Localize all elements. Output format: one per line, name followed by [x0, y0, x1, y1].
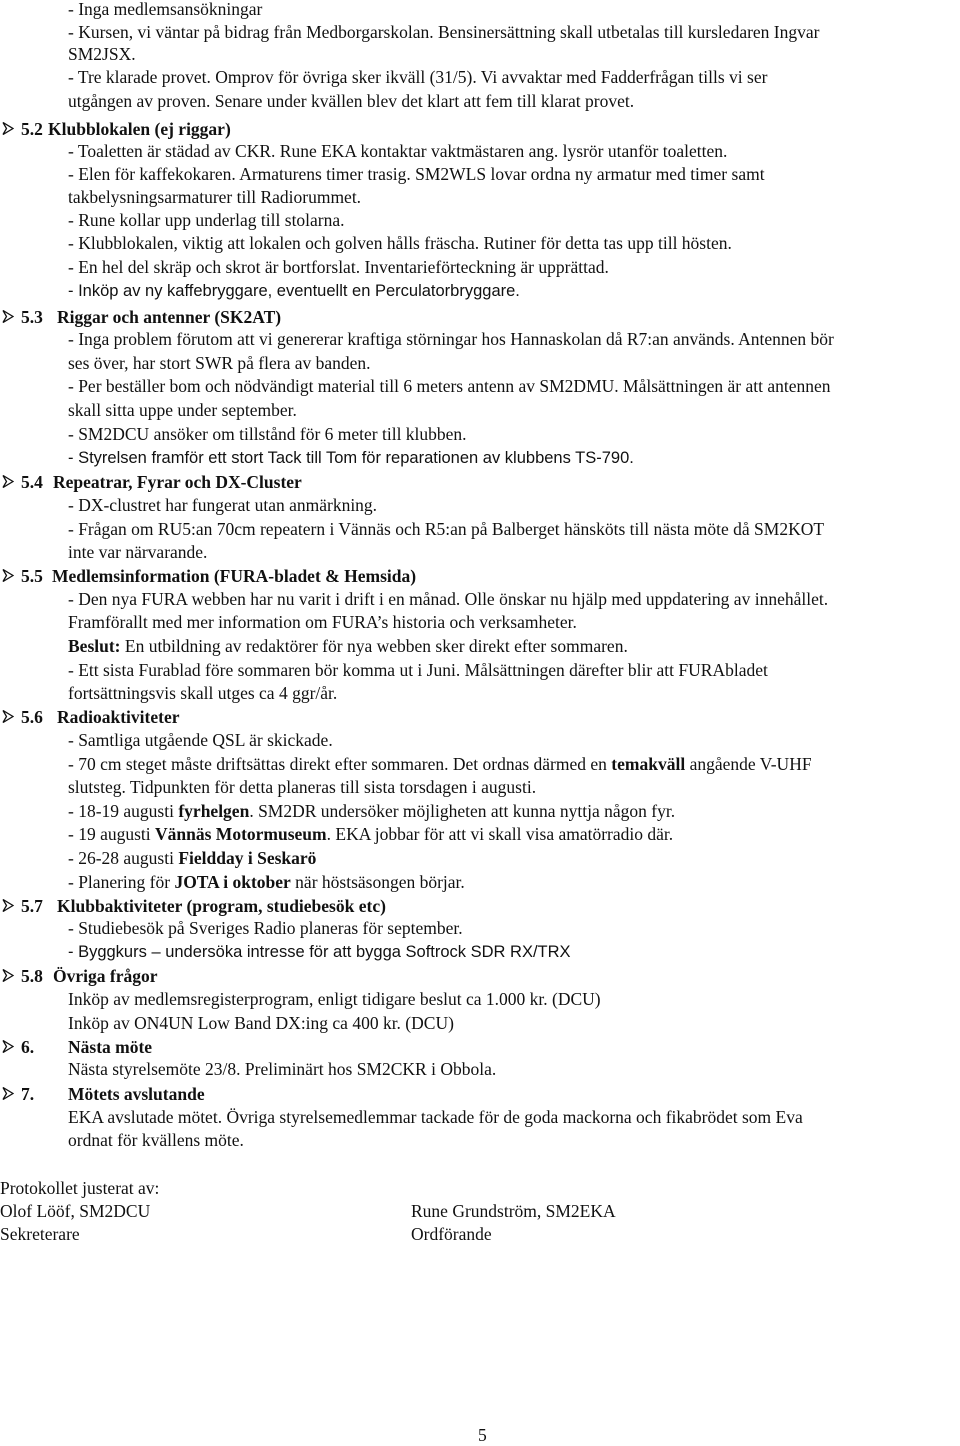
- item-antenna-order-cont: skall sitta uppe under september.: [68, 400, 297, 420]
- emphasis: JOTA i oktober: [174, 872, 291, 892]
- item-toilet: - Toaletten är städad av CKR. Rune EKA kontaktar vaktmästaren ang. lysrör utanför toaletten.: [68, 141, 728, 161]
- arrow-bullet-icon: [2, 899, 14, 912]
- item-next-meeting: Nästa styrelsemöte 23/8. Preliminärt hos SM2CKR i Obbola.: [68, 1059, 497, 1079]
- section-title: Riggar och antenner (SK2AT): [57, 307, 282, 327]
- section-title: Klubblokalen (ej riggar): [48, 119, 231, 139]
- text-run: . SM2DR undersöker möjligheten att kunna nyttja någon fyr.: [249, 801, 676, 821]
- section-number: 6.: [21, 1037, 35, 1057]
- arrow-bullet-icon: [2, 475, 14, 488]
- section-number: 5.3: [21, 307, 43, 327]
- item-member-register: Inköp av medlemsregisterprogram, enligt tidigare beslut ca 1.000 kr. (DCU): [68, 989, 601, 1009]
- section-number: 7.: [21, 1084, 35, 1104]
- item-motormuseum: [68, 823, 673, 845]
- emphasis: fyrhelgen: [178, 801, 250, 821]
- item-exam: - Tre klarade provet. Omprov för övriga sker ikväll (31/5). Vi avvaktar med Fadderfrågan tills vi ser: [68, 67, 768, 87]
- decision-text: En utbildning av redaktörer för nya webben sker direkt efter sommaren.: [120, 636, 628, 656]
- item-web-cont: Framförallt med mer information om FURA’s historia och verksamheter.: [68, 612, 577, 632]
- item-fyrhelgen: [68, 800, 675, 822]
- item-exam-cont: utgången av proven. Senare under kvällen blev det klart att fem till klarat provet.: [68, 91, 635, 111]
- item-fieldday: [68, 847, 316, 869]
- item-repeater-cont: inte var närvarande.: [68, 542, 208, 562]
- signature-right-role: Ordförande: [411, 1224, 492, 1244]
- arrow-bullet-icon: [2, 1040, 14, 1053]
- item-repeater: - Frågan om RU5:an 70cm repeatern i Vännäs och R5:an på Balberget hänsköts till nästa möte då SM2KOT: [68, 519, 825, 539]
- item-6m-permit: - SM2DCU ansöker om tillstånd för 6 meter till klubben.: [68, 424, 467, 444]
- item-clubroom: - Klubblokalen, viktig att lokalen och golven hålls fräscha. Rutiner för detta tas upp till hösten.: [68, 233, 732, 253]
- item-70cm-cont: slutsteg. Tidpunkten för detta planeras till sista torsdagen i augusti.: [68, 777, 537, 797]
- section-title: Mötets avslutande: [68, 1084, 205, 1104]
- item-course-cont: SM2JSX.: [68, 44, 136, 64]
- item-coffee-power-cont: takbelysningsarmaturer till Radiorummet.: [68, 187, 362, 207]
- item-scrap: - En hel del skräp och skrot är bortforslat. Inventarieförteckning är upprättad.: [68, 257, 609, 277]
- item-course: - Kursen, vi väntar på bidrag från Medborgarskolan. Bensinersättning skall utbetalas till kursledaren Ingvar: [68, 22, 820, 42]
- signature-left-name: Olof Lööf, SM2DCU: [0, 1201, 151, 1221]
- arrow-bullet-icon: [2, 1087, 14, 1100]
- item-decision: [68, 635, 628, 657]
- item-closing-cont: ordnat för kvällens möte.: [68, 1130, 244, 1150]
- decision-label: Beslut:: [68, 636, 121, 656]
- text-run: - 70 cm steget måste driftsättas direkt efter sommaren. Det ordnas därmed en: [68, 754, 612, 774]
- item-coffee-power: - Elen för kaffekokaren. Armaturens timer trasig. SM2WLS lovar ordna ny armatur med timer samt: [68, 164, 765, 184]
- emphasis: temakväll: [611, 754, 686, 774]
- item-coffee-maker: - Inköp av ny kaffebryggare, eventuellt en Perculatorbryggare.: [68, 282, 520, 300]
- item-study-visit: - Studiebesök på Sveriges Radio planeras för september.: [68, 918, 463, 938]
- section-title: Medlemsinformation (FURA-bladet & Hemsida): [52, 566, 417, 586]
- section-number: 5.7: [21, 896, 43, 916]
- item-membership: - Inga medlemsansökningar: [68, 0, 263, 19]
- signature-right-name: Rune Grundström, SM2EKA: [411, 1201, 616, 1221]
- item-closing: EKA avslutade mötet. Övriga styrelsemedlemmar tackade för de goda mackorna och fikabrödet som Eva: [68, 1107, 803, 1127]
- section-number: 5.6: [21, 707, 43, 727]
- text-run: . EKA jobbar för att vi skall visa amatörradio där.: [326, 824, 674, 844]
- text-run: - 19 augusti: [68, 824, 156, 844]
- arrow-bullet-icon: [2, 569, 14, 582]
- section-title: Övriga frågor: [53, 966, 158, 986]
- item-low-band-book: Inköp av ON4UN Low Band DX:ing ca 400 kr. (DCU): [68, 1013, 454, 1033]
- section-title: Radioaktiviteter: [57, 707, 180, 727]
- emphasis: Vännäs Motormuseum: [155, 824, 327, 844]
- item-70cm: [68, 753, 812, 775]
- item-build-course: - Byggkurs – undersöka intresse för att bygga Softrock SDR RX/TRX: [68, 943, 571, 961]
- signature-heading: Protokollet justerat av:: [0, 1178, 160, 1198]
- section-title: Repeatrar, Fyrar och DX-Cluster: [53, 472, 302, 492]
- item-dx-cluster: - DX-clustret har fungerat utan anmärkning.: [68, 495, 378, 515]
- text-run: när höstsäsongen börjar.: [290, 872, 465, 892]
- section-title: Nästa möte: [68, 1037, 153, 1057]
- item-web: - Den nya FURA webben har nu varit i drift i en månad. Olle önskar nu hjälp med uppdatering av innehållet.: [68, 589, 829, 609]
- text-run: angående V-UHF: [685, 754, 812, 774]
- item-interference: - Inga problem förutom att vi genererar kraftiga störningar hos Hannaskolan då R7:an används. Antennen bör: [68, 329, 834, 349]
- arrow-bullet-icon: [2, 122, 14, 135]
- signature-left-role: Sekreterare: [0, 1224, 80, 1244]
- text-run: - 26-28 augusti: [68, 848, 179, 868]
- section-number: 5.2: [21, 119, 43, 139]
- section-title: Klubbaktiviteter (program, studiebesök etc): [57, 896, 386, 916]
- section-number: 5.4: [21, 472, 43, 492]
- item-thanks-tom: - Styrelsen framför ett stort Tack till Tom för reparationen av klubbens TS-790.: [68, 449, 634, 467]
- item-jota: [68, 871, 465, 893]
- arrow-bullet-icon: [2, 969, 14, 982]
- section-number: 5.8: [21, 966, 43, 986]
- item-antenna-order: - Per beställer bom och nödvändigt material till 6 meters antenn av SM2DMU. Målsättningen är att antennen: [68, 376, 831, 396]
- item-furablad: - Ett sista Furablad före sommaren bör komma ut i Juni. Målsättningen därefter blir att FURAbladet: [68, 660, 768, 680]
- arrow-bullet-icon: [2, 310, 14, 323]
- page-number: 5: [478, 1425, 487, 1445]
- item-furablad-cont: fortsättningsvis skall utges ca 4 ggr/år.: [68, 683, 338, 703]
- section-number: 5.5: [21, 566, 43, 586]
- emphasis: Fieldday i Seskarö: [178, 848, 317, 868]
- item-qsl: - Samtliga utgående QSL är skickade.: [68, 730, 333, 750]
- text-run: - Planering för: [68, 872, 175, 892]
- arrow-bullet-icon: [2, 710, 14, 723]
- item-chairs: - Rune kollar upp underlag till stolarna.: [68, 210, 345, 230]
- item-interference-cont: ses över, har stort SWR på flera av banden.: [68, 353, 371, 373]
- text-run: - 18-19 augusti: [68, 801, 179, 821]
